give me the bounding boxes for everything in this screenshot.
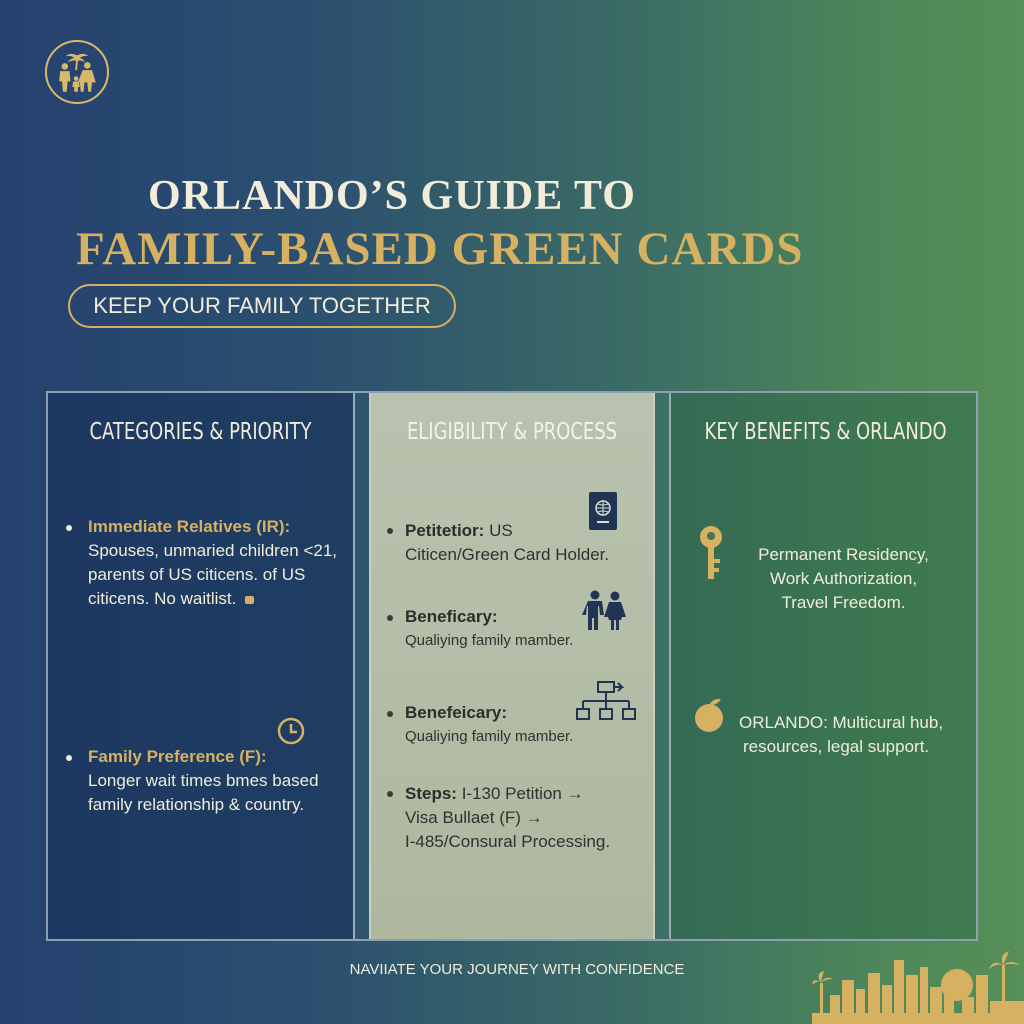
bullet <box>387 791 393 797</box>
family-palm-icon <box>45 40 109 104</box>
petitioner-line1: US <box>484 521 513 540</box>
benefits-line1: Permanent Residency, <box>758 545 929 564</box>
benefits-line2: Work Authorization, <box>769 569 918 588</box>
bullet <box>66 755 72 761</box>
immediate-relatives-line1: Spouses, unmaried children <21, <box>88 541 338 560</box>
page-title-line2: FAMILY-BASED GREEN CARDS <box>76 223 804 275</box>
orlando-skyline-icon <box>812 945 1024 1024</box>
steps-line2: Visa Bullaet (F) → <box>405 808 543 827</box>
steps-line1: I-130 Petition → <box>456 784 584 803</box>
petitioner-label: Petitetior: <box>405 521 485 540</box>
beneficiary-label-2: Benefeicary: <box>405 703 508 722</box>
benefits-text <box>741 543 946 615</box>
family-preference-line1: Longer wait times bmes based <box>88 771 319 790</box>
beneficiary-text-2 <box>405 701 655 749</box>
benefits-panel <box>669 393 976 939</box>
bullet <box>387 615 393 621</box>
categories-panel <box>48 393 355 939</box>
footer-text: NAVIIATE YOUR JOURNEY WITH CONFIDENCE <box>349 961 685 978</box>
bullet <box>66 525 72 531</box>
benefits-heading: KEY BENEFITS & ORLANDO <box>704 419 947 445</box>
dot-icon <box>245 596 254 604</box>
page-title-line1: ORLANDO’S GUIDE TO <box>148 173 636 219</box>
immediate-relatives-line3: citicens. No waitlist. <box>88 589 237 608</box>
family-preference-label: Family Preference (F): <box>88 747 267 766</box>
eligibility-heading: ELIGIBILITY & PROCESS <box>406 419 618 445</box>
immediate-relatives-line2: parents of US citicens. of US <box>88 565 306 584</box>
bullet <box>387 711 393 717</box>
clock-icon <box>276 716 306 746</box>
categories-heading: CATEGORIES & PRIORITY <box>89 419 312 445</box>
steps-line3: I-485/Consural Processing. <box>405 832 611 851</box>
orlando-line1: ORLANDO: Multicural hub, <box>739 713 944 732</box>
orlando-text <box>739 711 959 759</box>
beneficiary-line1: Qualiying family mamber. <box>405 632 574 649</box>
info-panels <box>46 391 978 941</box>
orange-icon <box>693 697 727 733</box>
beneficiary-line1-2: Qualiying family mamber. <box>405 728 574 745</box>
immediate-relatives-label: Immediate Relatives (IR): <box>88 517 291 536</box>
orlando-line2: resources, legal support. <box>743 737 930 756</box>
eligibility-panel <box>369 393 655 939</box>
family-preference-line2: family relationship & country. <box>88 795 305 814</box>
bullet <box>387 528 393 534</box>
petitioner-text <box>405 519 655 567</box>
steps-text <box>405 782 655 854</box>
family-preference-text <box>88 745 353 817</box>
beneficiary-text <box>405 605 655 653</box>
benefits-line3: Travel Freedom. <box>781 593 906 612</box>
petitioner-line2: Citicen/Green Card Holder. <box>405 545 610 564</box>
tagline-badge: KEEP YOUR FAMILY TOGETHER <box>68 284 456 328</box>
beneficiary-label: Beneficary: <box>405 607 498 626</box>
immediate-relatives-text <box>88 515 353 611</box>
key-icon <box>697 525 725 583</box>
steps-label: Steps: <box>405 784 457 803</box>
